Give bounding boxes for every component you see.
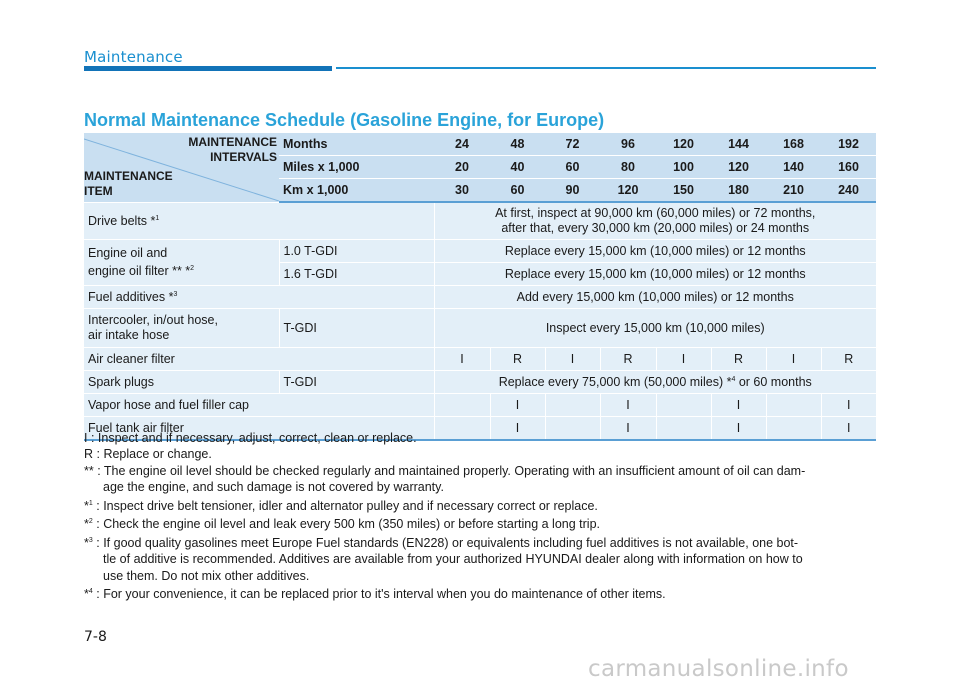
intercooler-variant: T-GDI — [279, 309, 434, 348]
engine-oil-variant-2: 1.6 T-GDI — [279, 263, 434, 286]
header-label-months: Months — [279, 133, 434, 156]
corner-item-label: MAINTENANCE ITEM — [84, 169, 173, 199]
schedule-mark: R — [600, 348, 656, 371]
table-row-fuel-additives — [84, 286, 876, 309]
note-4: *$^4$ : For your convenience, it can be replaced prior to it's interval when you do maintenance of other items. — [84, 587, 666, 602]
header-value: 180 — [711, 179, 766, 203]
header-value: 60 — [545, 156, 600, 179]
item-engine-oil: Engine oil and engine oil filter ** *$^2$ — [84, 240, 279, 286]
schedule-mark: R — [490, 348, 545, 371]
page-number: 7-8 — [84, 629, 107, 645]
header-value: 120 — [656, 133, 711, 156]
item-intercooler: Intercooler, in/out hose, air intake hose — [84, 309, 279, 348]
table-row-drive-belts — [84, 202, 876, 240]
header-value: 192 — [821, 133, 876, 156]
header-value: 120 — [711, 156, 766, 179]
engine-oil-interval-1: Replace every 15,000 km (10,000 miles) or 12 months — [434, 240, 876, 263]
spark-plugs-interval: Replace every 75,000 km (50,000 miles) *$^4$ or 60 months — [434, 371, 876, 394]
table-header-row-months — [84, 133, 876, 156]
header-value: 210 — [766, 179, 821, 203]
note-2: *$^2$ : Check the engine oil level and leak every 500 km (350 miles) or before starting a long trip. — [84, 517, 600, 532]
header-value: 160 — [821, 156, 876, 179]
note-engine-oil-level: ** : The engine oil level should be checked regularly and maintained properly. Operating with an insufficient amount of oil can dam- age the engine, and such damage is not covered by warranty. — [84, 463, 806, 495]
footnotes — [84, 430, 880, 603]
schedule-mark: I — [545, 348, 600, 371]
schedule-mark — [434, 394, 490, 417]
schedule-mark: I — [434, 348, 490, 371]
table-corner-cell — [84, 133, 279, 202]
header-value: 48 — [490, 133, 545, 156]
header-label-miles: Miles x 1,000 — [279, 156, 434, 179]
section-title: Maintenance — [84, 48, 183, 66]
header-value: 40 — [490, 156, 545, 179]
schedule-mark: R — [821, 348, 876, 371]
schedule-mark — [545, 394, 600, 417]
header-value: 90 — [545, 179, 600, 203]
note-inspect: I : Inspect and if necessary, adjust, correct, clean or replace. — [84, 431, 417, 445]
item-spark-plugs: Spark plugs — [84, 371, 279, 394]
table-row-air-cleaner — [84, 348, 876, 371]
header-bar-rule — [336, 67, 876, 69]
header-value: 168 — [766, 133, 821, 156]
table-row-vapor-hose — [84, 394, 876, 417]
item-vapor-hose: Vapor hose and fuel filler cap — [84, 394, 434, 417]
table-title: Normal Maintenance Schedule (Gasoline Engine, for Europe) — [84, 110, 605, 130]
note-3: *$^3$ : If good quality gasolines meet Europe Fuel standards (EN228) or equivalents including fuel additives is not available, one bot- tle of additive is recommended. Additives are available from your authorized HYUNDAI dealer along with information on how to use them. Do not mix other additives. — [84, 535, 803, 583]
engine-oil-interval-2: Replace every 15,000 km (10,000 miles) or 12 months — [434, 263, 876, 286]
header-label-km: Km x 1,000 — [279, 179, 434, 203]
watermark: carmanualsonline.info — [588, 656, 849, 682]
header-value: 30 — [434, 179, 490, 203]
table-row-intercooler — [84, 309, 876, 348]
engine-oil-variant-1: 1.0 T-GDI — [279, 240, 434, 263]
item-fuel-tank: Fuel tank air filter — [84, 417, 434, 441]
note-replace: R : Replace or change. — [84, 447, 212, 462]
item-fuel-additives: Fuel additives *$^3$ — [84, 286, 434, 309]
schedule-mark: I — [490, 417, 545, 441]
table-row-engine-oil-1 — [84, 240, 876, 263]
header-value: 72 — [545, 133, 600, 156]
schedule-mark: I — [821, 394, 876, 417]
header-value: 144 — [711, 133, 766, 156]
schedule-mark: I — [600, 394, 656, 417]
header-value: 20 — [434, 156, 490, 179]
schedule-mark — [766, 394, 821, 417]
header-value: 80 — [600, 156, 656, 179]
drive-belts-interval: At first, inspect at 90,000 km (60,000 miles) or 72 months, after that, every 30,000 km (20,000 miles) or 24 months — [434, 202, 876, 240]
item-air-cleaner: Air cleaner filter — [84, 348, 434, 371]
note-1: *$^1$ : Inspect drive belt tensioner, idler and alternator pulley and if necessary correct or replace. — [84, 498, 598, 513]
schedule-mark: I — [600, 417, 656, 441]
schedule-mark: I — [711, 394, 766, 417]
schedule-mark: I — [711, 417, 766, 441]
item-drive-belts: Drive belts *$^1$ — [84, 202, 434, 240]
header-value: 150 — [656, 179, 711, 203]
header-value: 100 — [656, 156, 711, 179]
header-value: 24 — [434, 133, 490, 156]
table-row-spark-plugs — [84, 371, 876, 394]
schedule-mark: I — [821, 417, 876, 441]
schedule-mark: I — [656, 348, 711, 371]
spark-plugs-variant: T-GDI — [279, 371, 434, 394]
header-value: 240 — [821, 179, 876, 203]
header-value: 140 — [766, 156, 821, 179]
header-value: 60 — [490, 179, 545, 203]
header-value: 96 — [600, 133, 656, 156]
intercooler-interval: Inspect every 15,000 km (10,000 miles) — [434, 309, 876, 348]
schedule-mark: I — [766, 348, 821, 371]
header-bar-accent — [84, 66, 332, 71]
schedule-mark: R — [711, 348, 766, 371]
header-value: 120 — [600, 179, 656, 203]
maintenance-schedule-table — [84, 133, 876, 441]
schedule-mark: I — [490, 394, 545, 417]
corner-intervals-label: MAINTENANCE INTERVALS — [188, 135, 277, 165]
fuel-additives-interval: Add every 15,000 km (10,000 miles) or 12 months — [434, 286, 876, 309]
schedule-mark — [656, 394, 711, 417]
